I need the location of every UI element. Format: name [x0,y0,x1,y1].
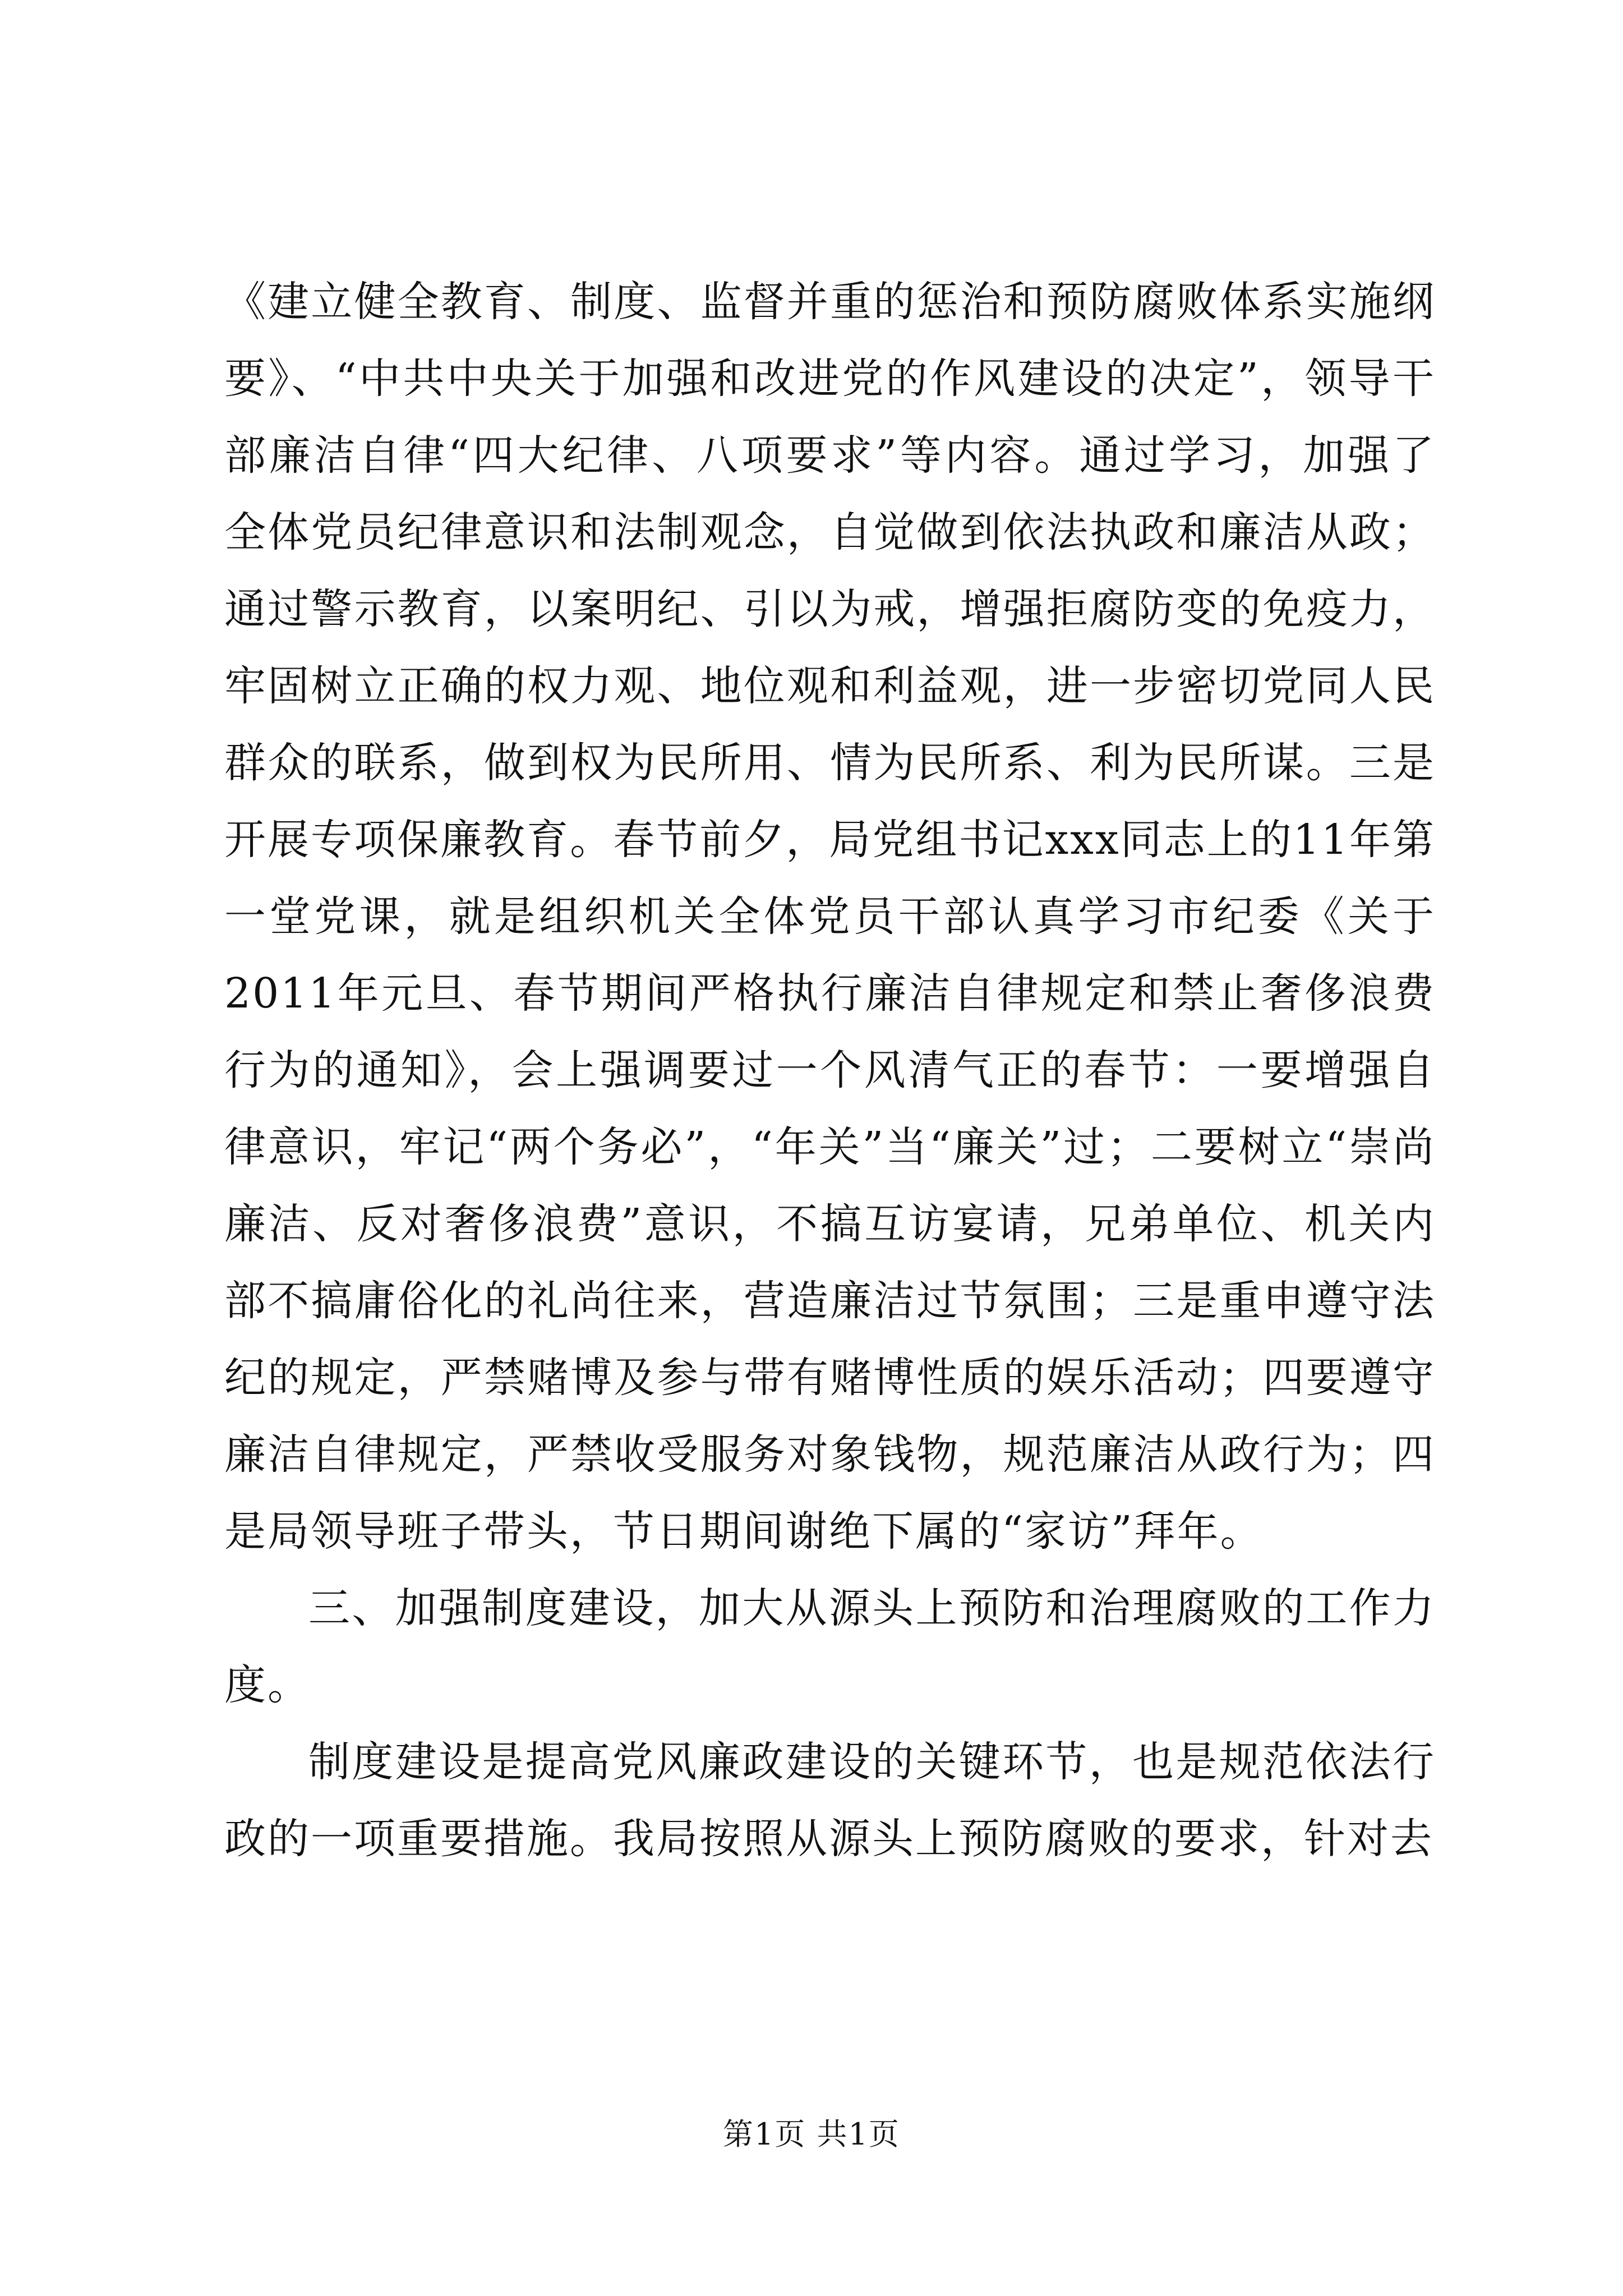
paragraph-3: 制度建设是提高党风廉政建设的关键环节，也是规范依法行政的一项重要措施。我局按照从源头上预防腐败的要求，针对去 [224,1738,1436,1863]
section-heading-3: 三、加强制度建设，加大从源头上预防和治理腐败的工作力度。 [224,1584,1436,1709]
document-body [224,264,1436,1878]
paragraph-1: 《建立健全教育、制度、监督并重的惩治和预防腐败体系实施纲要》、“中共中央关于加强和改进党的作风建设的决定”，领导干部廉洁自律“四大纪律、八项要求”等内容。通过学习，加强了全体党员纪律意识和法制观念，自觉做到依法执政和廉洁从政；通过警示教育，以案明纪、引以为戒，增强拒腐防变的免疫力，牢固树立正确的权力观、地位观和利益观，进一步密切党同人民群众的联系，做到权为民所用、情为民所系、利为民所谋。三是开展专项保廉教育。春节前夕，局党组书记xxx同志上的11年第一堂党课，就是组织机关全体党员干部认真学习市纪委《关于2011年元旦、春节期间严格执行廉洁自律规定和禁止奢侈浪费行为的通知》，会上强调要过一个风清气正的春节：一要增强自律意识，牢记“两个务必”，“年关”当“廉关”过；二要树立“崇尚廉洁、反对奢侈浪费”意识，不搞互访宴请，兄弟单位、机关内部不搞庸俗化的礼尚往来，营造廉洁过节氛围；三是重申遵守法纪的规定，严禁赌博及参与带有赌博性质的娱乐活动；四要遵守廉洁自律规定，严禁收受服务对象钱物，规范廉洁从政行为；四是局领导班子带头，节日期间谢绝下属的“家访”拜年。 [224,278,1436,1556]
page-footer: 第1页 共1页 [723,2116,900,2152]
